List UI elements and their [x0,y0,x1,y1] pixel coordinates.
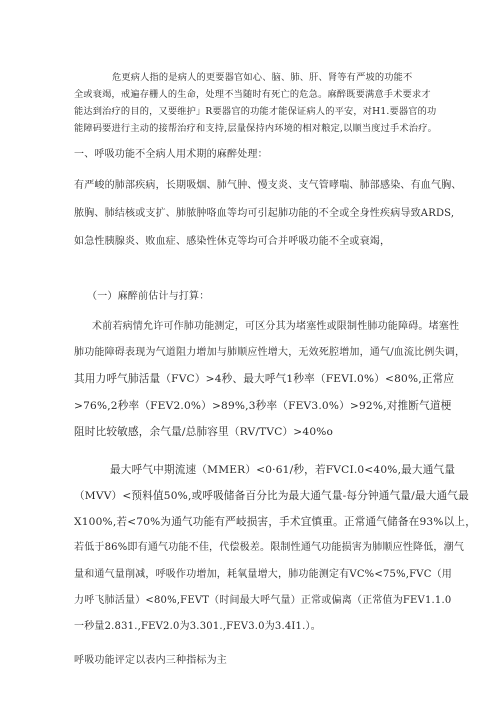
section1-line-1: 有严峻的肺部疾病，长期吸烟、肺气肿、慢支炎、支气管哮喘、肺部感染、有血气胸、 [74,180,462,191]
intro-line-1: 危更病人指的是病人的更要器官如心、脑、肺、肝、肾等有严坡的功能不 [112,72,413,83]
subsection-heading: （一）麻醉前估计与打算： [87,291,210,302]
para2-line-3: X100%,若<70%为通气功能有严岐损害，手术宜慎重。正常通气储备在93%以上， [74,516,476,528]
intro-line-3: 能达到治疗的目的，又要维护」R要器官的功能才能保证病人的平安，对H1.要器官的功 [74,106,437,117]
para2-line-1: 最大呼气中期流速（MMER）<0·61/秒，若FVCI.0<40%,最大通气量 [110,464,456,476]
para2-line-6: 力呼飞肺活量）<80%,FEVT（时间最大呼气量）正常或偏离（正常值为FEV1.1.0 [74,595,452,606]
para2-line-5: 量和通气量削减，呼吸作功增加，耗氧量增大，肺功能测定有VC%<75%,FVC（用 [74,569,452,580]
para1-line-4: >76%,2秒率（FEV2.0%）>89%,3秒率（FEV3.0%）>92%,对推断气道梗 [74,400,452,412]
intro-line-4: 能障码要进行主动的接帮治疗和支持,层量保持内环境的相对粮定,以顺当度过手术治疗。 [74,123,437,134]
para1-line-2: 肺功能障碍表现为气道阻力增加与肺顺应性增大，无效死腔增加，通气/血流比例失调， [74,347,466,358]
para2-line-7: 一秒量2.831.,FEV2.0为3.301.,FEV3.0为3.4I1.）。 [74,621,321,632]
para2-line-2: （MVV）<预料值50%,或呼吸储备百分比为最大通气量-每分钟通气量/最大通气最 [74,490,469,502]
closing-line: 呼吸功能评定以表内三种指标为主 [74,655,227,666]
para1-line-3: 其用力呼气肺活量（FVC）>4秒、最大呼气1秒率（FEVI.0%）<80%,正常应 [74,373,455,385]
section-heading-1: 一、呼吸功能不全病人用术期的麻醉处理： [74,149,268,160]
section1-line-2: 脓胸、肺结核或支扩、肺脓肿咯血等均可引起肺功能的不全或全身性疾病导致ARDS, [74,208,455,219]
para1-line-1: 术前若病情允许可作肺功能测定，可区分其为堵塞性或限制性肺功能障碍。堵塞性 [92,321,460,332]
section1-line-3: 如急性胰腺炎、败血症、感染性休克等均可合并呼吸功能不全或衰竭， [74,236,391,247]
para2-line-4: 若低于86%即有通气功能不佳，代偿极差。限制性通气功能损害为肺顺应性降低，潮气 [74,542,465,553]
para1-line-5: 阻时比较敏感，余气量/总肺容里（RV/TVC）>40%o [74,426,334,438]
intro-line-2: 全或衰竭，戒遍存栅人的生命，处理不当随时有死亡的危急。麻醉既要满意手术要求才 [74,89,431,100]
